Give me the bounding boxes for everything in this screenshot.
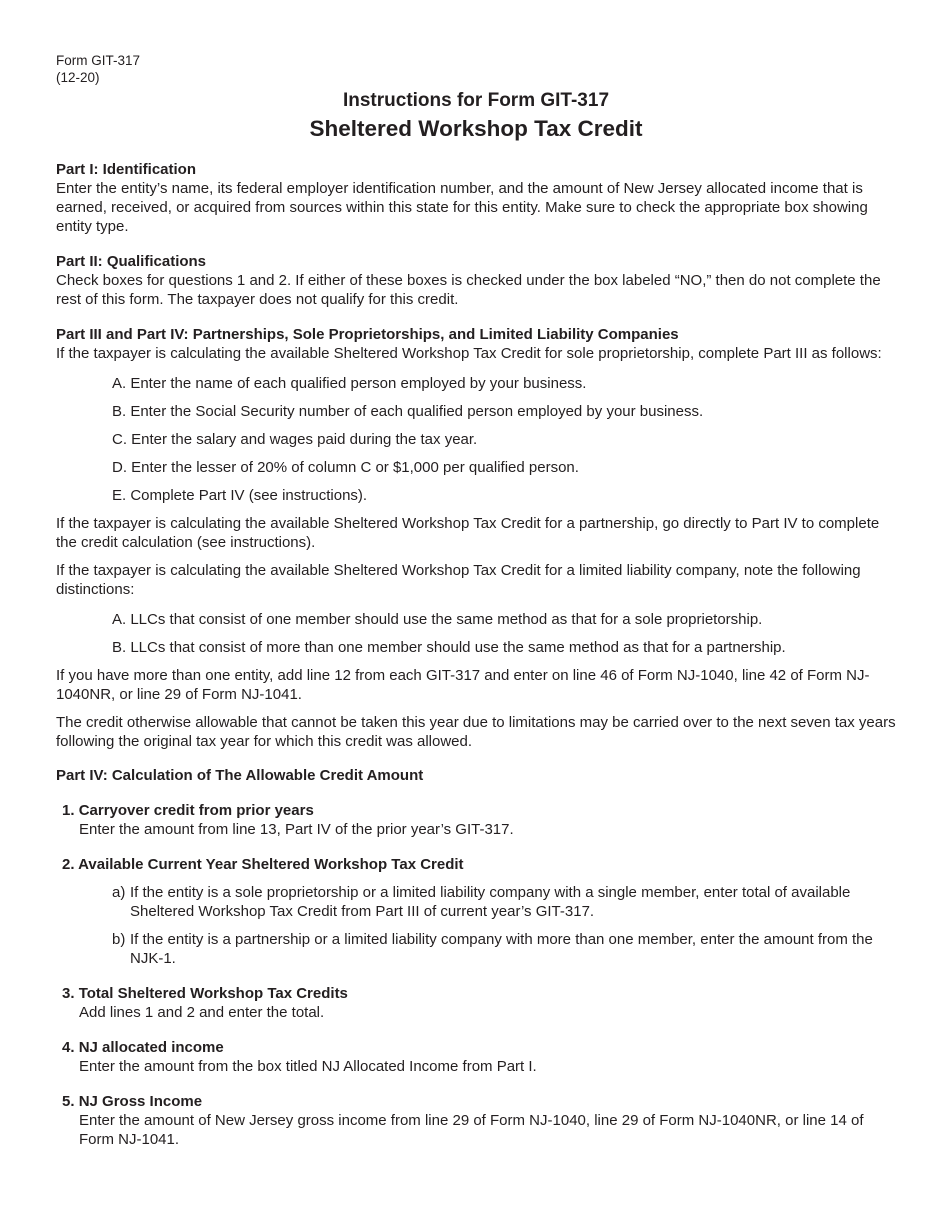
llc-text: If the taxpayer is calculating the available Sheltered Workshop Tax Credit for a limited liability company, note the following distinctions:	[56, 562, 861, 598]
part3-intro: If the taxpayer is calculating the available Sheltered Workshop Tax Credit for sole proprietorship, complete Part III as follows:	[56, 345, 882, 362]
part4-heading: Part IV: Calculation of The Allowable Credit Amount	[56, 767, 424, 784]
page-title: Instructions for Form GIT-317	[342, 90, 610, 111]
sub-item-text: If the entity is a partnership or a limited liability company with more than one member, enter the amount from the NJK-1.	[130, 931, 873, 967]
part4-item-4	[62, 1038, 896, 1076]
item-number: 5.	[62, 1093, 75, 1110]
item-number: 1.	[62, 802, 75, 819]
partnership-text: If the taxpayer is calculating the available Sheltered Workshop Tax Credit for a partnership, go directly to Part IV to complete the credit calculation (see instructions).	[56, 515, 880, 551]
part1-heading: Part I: Identification	[56, 161, 197, 178]
sub-item-a	[112, 883, 896, 921]
item-number: 2.	[62, 856, 75, 873]
part2-text: Check boxes for questions 1 and 2. If either of these boxes is checked under the box labeled “NO,” then do not complete the rest of this form. The taxpayer does not qualify for this credit.	[56, 272, 881, 308]
item-text: Enter the amount of New Jersey gross income from line 29 of Form NJ-1040, line 29 of Form NJ-1040NR, or line 14 of Form NJ-1041.	[79, 1112, 864, 1148]
part3-steps-list	[112, 374, 896, 505]
list-item: A. LLCs that consist of one member should use the same method as that for a sole proprietorship.	[112, 611, 763, 628]
sub-item-text: If the entity is a sole proprietorship or a limited liability company with a single member, enter total of available Sheltered Workshop Tax Credit from Part III of current year’s GIT-317.	[130, 884, 851, 920]
list-item: D. Enter the lesser of 20% of column C or $1,000 per qualified person.	[112, 459, 579, 476]
form-revision: (12-20)	[56, 70, 100, 85]
part1-text: Enter the entity’s name, its federal employer identification number, and the amount of New Jersey allocated income that is earned, received, or acquired from sources within this state for this entity. Make sure to check the appropriate box showing entity type.	[56, 180, 868, 235]
list-item: C. Enter the salary and wages paid during the tax year.	[112, 431, 478, 448]
sub-item-letter: a)	[112, 884, 126, 901]
list-item: B. Enter the Social Security number of each qualified person employed by your business.	[112, 403, 704, 420]
item-title: NJ Gross Income	[78, 1093, 203, 1110]
page-subtitle: Sheltered Workshop Tax Credit	[309, 116, 643, 141]
llc-steps-list	[112, 610, 896, 657]
item-title: Carryover credit from prior years	[78, 802, 314, 819]
form-number: Form GIT-317	[56, 53, 141, 68]
sub-item-letter: b)	[112, 931, 126, 948]
part1-section	[56, 160, 896, 236]
list-item: E. Complete Part IV (see instructions).	[112, 487, 368, 504]
multi-entity-text: If you have more than one entity, add line 12 from each GIT-317 and enter on line 46 of Form NJ-1040, line 42 of Form NJ-1040NR, or line 29 of Form NJ-1041.	[56, 667, 870, 703]
part4-section	[56, 766, 896, 1149]
carryover-text: The credit otherwise allowable that cannot be taken this year due to limitations may be carried over to the next seven tax years following the original tax year for which this credit was allowed.	[56, 714, 896, 750]
list-item: B. LLCs that consist of more than one member should use the same method as that for a partnership.	[112, 639, 786, 656]
part2-heading: Part II: Qualifications	[56, 253, 207, 270]
item-number: 3.	[62, 985, 75, 1002]
item-text: Add lines 1 and 2 and enter the total.	[79, 1004, 325, 1021]
item-number: 4.	[62, 1039, 75, 1056]
list-item: A. Enter the name of each qualified person employed by your business.	[112, 375, 587, 392]
part3-heading: Part III and Part IV: Partnerships, Sole Proprietorships, and Limited Liability Companies	[56, 326, 679, 343]
item-text: Enter the amount from line 13, Part IV of the prior year’s GIT-317.	[79, 821, 514, 838]
part3-section	[56, 325, 896, 751]
part2-section	[56, 252, 896, 309]
sub-item-b	[112, 930, 896, 968]
item-title: Available Current Year Sheltered Workshop Tax Credit	[78, 856, 464, 873]
part4-item-1	[62, 801, 896, 839]
part4-item-2	[62, 855, 896, 968]
part4-item-5	[62, 1092, 896, 1149]
instructions-page	[56, 52, 896, 1149]
item-title: NJ allocated income	[78, 1039, 224, 1056]
item-title: Total Sheltered Workshop Tax Credits	[78, 985, 348, 1002]
item-text: Enter the amount from the box titled NJ Allocated Income from Part I.	[79, 1058, 537, 1075]
part4-item-3	[62, 984, 896, 1022]
